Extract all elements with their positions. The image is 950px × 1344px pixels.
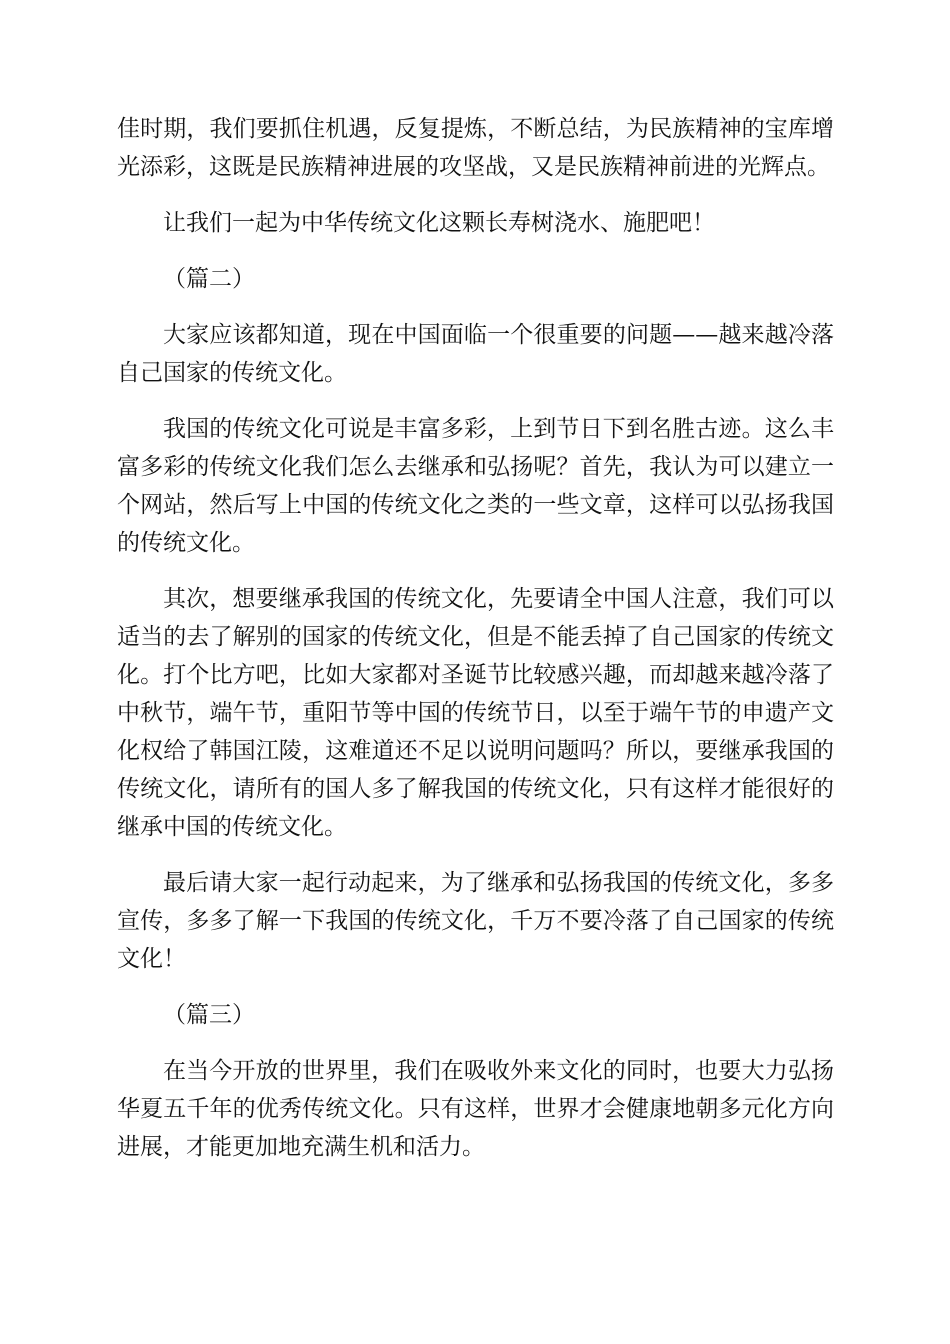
paragraph-body: 我国的传统文化可说是丰富多彩，上到节日下到名胜古迹。这么丰富多彩的传统文化我们怎么去继承和弘扬呢？首先，我认为可以建立一个网站，然后写上中国的传统文化之类的一些文章，这样可以弘扬我国的传统文化。 bbox=[117, 416, 834, 556]
paragraph-closing-call: 让我们一起为中华传统文化这颗长寿树浇水、施肥吧！ bbox=[163, 210, 715, 236]
section-heading-part-two: （篇二） bbox=[163, 266, 255, 292]
paragraph-continuation: 佳时期，我们要抓住机遇，反复提炼，不断总结，为民族精神的宝库增光添彩，这既是民族精神进展的攻坚战，又是民族精神前进的光辉点。 bbox=[117, 116, 834, 180]
paragraph-body: 在当今开放的世界里，我们在吸收外来文化的同时，也要大力弘扬华夏五千年的优秀传统文化。只有这样，世界才会健康地朝多元化方向进展，才能更加地充满生机和活力。 bbox=[117, 1058, 834, 1160]
paragraph-body: 其次，想要继承我国的传统文化，先要请全中国人注意，我们可以适当的去了解别的国家的传统文化，但是不能丢掉了自己国家的传统文化。打个比方吧，比如大家都对圣诞节比较感兴趣，而却越来越冷落了中秋节，端午节，重阳节等中国的传统节日，以至于端午节的申遗产文化权给了韩国江陵，这难道还不足以说明问题吗？所以，要继承我国的传统文化，请所有的国人多了解我国的传统文化，只有这样才能很好的继承中国的传统文化。 bbox=[117, 586, 834, 840]
document-page bbox=[117, 110, 834, 1184]
paragraph-body: 大家应该都知道，现在中国面临一个很重要的问题——越来越冷落自己国家的传统文化。 bbox=[117, 322, 834, 386]
paragraph-body: 最后请大家一起行动起来，为了继承和弘扬我国的传统文化，多多宣传，多多了解一下我国的传统文化，千万不要冷落了自己国家的传统文化！ bbox=[117, 870, 834, 972]
section-heading-part-three: （篇三） bbox=[163, 1002, 255, 1028]
